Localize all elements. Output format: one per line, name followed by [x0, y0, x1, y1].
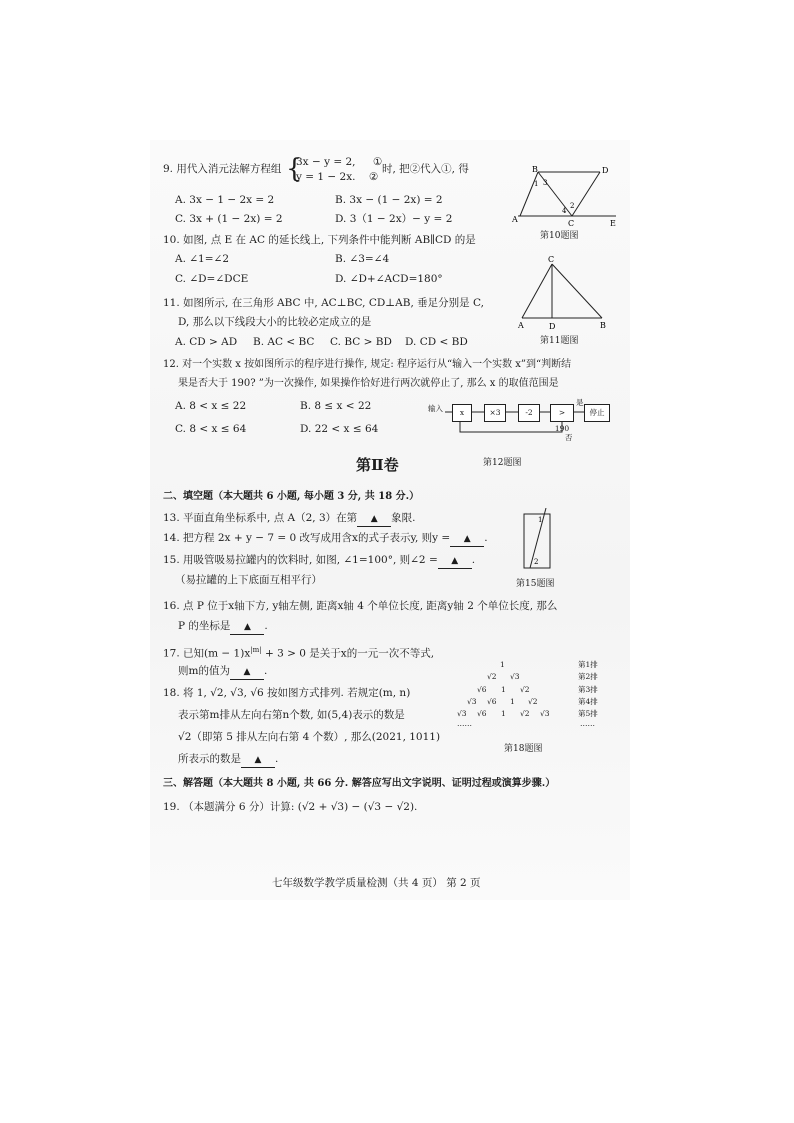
q18-r4-v3: 1	[510, 697, 515, 706]
q19-stem: 19. （本题满分 6 分）计算: (√2 + √3) − (√3 − √2).	[163, 801, 418, 813]
q16-answer-line	[178, 619, 268, 635]
q9-eq2-mark: ②	[368, 171, 379, 183]
q17-stem-b: + 3 > 0 是关于x的一元一次不等式,	[261, 647, 435, 660]
q9-option-c[interactable]: C. 3x + (1 − 2x) = 2	[175, 213, 283, 225]
q10-line-dc	[572, 172, 600, 216]
q11-option-d[interactable]: D. CD < BD	[405, 336, 468, 348]
q18-caption: 第18题图	[504, 744, 543, 754]
q11-stem-line1: 11. 如图所示, 在三角形 ABC 中, AC⊥BC, CD⊥AB, 垂足分别是 C,	[163, 297, 484, 309]
q18-r5-v2: √6	[477, 709, 487, 718]
q10-angle-4: 4	[562, 207, 567, 215]
q12-flow-box-stop: 停止	[584, 404, 610, 422]
q9-brace: {	[286, 154, 303, 184]
q11-option-b[interactable]: B. AC < BC	[253, 336, 315, 348]
q18-r3-v1: √6	[477, 685, 487, 694]
q10-caption: 第10题图	[540, 231, 579, 241]
q12-flow-yes: 是	[576, 398, 584, 407]
q10-figure	[510, 160, 620, 228]
q9-stem	[163, 162, 281, 176]
q15-post: .	[471, 554, 476, 566]
q14-stem: 14. 把方程 2x + y − 7 = 0 改写成用含x的式子表示y, 则y =	[163, 532, 451, 544]
q11-label-d: D	[549, 322, 556, 331]
q13	[163, 511, 416, 527]
q18-stem-line2: 表示第m排从左向右第n个数, 如(5,4)表示的数是	[178, 709, 405, 721]
q10-label-a: A	[512, 215, 518, 224]
q17-stem-a: 17. 已知(m − 1)x	[163, 647, 251, 660]
q16-post: .	[264, 620, 268, 632]
q10-option-b[interactable]: B. ∠3=∠4	[335, 253, 390, 265]
q12-option-d[interactable]: D. 22 < x ≤ 64	[300, 423, 379, 435]
q12-stem-line1: 12. 对一个实数 x 按如图所示的程序进行操作, 规定: 程序运行从“输入一个实数 x”到“判断结	[163, 359, 572, 370]
q18-stem-line3: √2（即第 5 排从左向右第 4 个数）, 那么(2021, 1011)	[178, 731, 441, 743]
q10-line-ab	[520, 172, 538, 216]
q18-pre: 所表示的数是	[178, 753, 241, 765]
q10-angle-3: 3	[543, 179, 548, 187]
q15-note: （易拉罐的上下底面互相平行）	[175, 574, 322, 586]
q9-eq2	[296, 170, 378, 184]
q18-r4-v1: √3	[467, 697, 477, 706]
q15-angle-1: 1	[538, 516, 543, 524]
q11-line-ac	[522, 264, 552, 318]
q13-answer-blank[interactable]: ▲	[357, 512, 391, 527]
q15-answer-blank[interactable]: ▲	[438, 554, 472, 569]
q17-answer-blank[interactable]: ▲	[230, 665, 264, 680]
q12-stem-line2: 果是否大于 190? ”为一次操作, 如果操作恰好进行两次就停止了, 那么 x 的取值范围是	[178, 378, 559, 389]
q12-flow-no: 否	[565, 433, 573, 442]
q18-r1-v1: 1	[500, 660, 505, 669]
q17-pre: 则m的值为	[178, 665, 230, 677]
q15	[163, 553, 475, 569]
q12-flow-box-x: x	[452, 404, 472, 422]
q12-flow-box-times3: ×3	[484, 404, 506, 422]
q9-suffix: 时, 把②代入①, 得	[382, 163, 469, 175]
q18-dots: ……	[457, 719, 472, 728]
q18-r3-v3: √2	[520, 685, 530, 694]
q14	[163, 531, 488, 547]
q9-eq1-mark: ①	[372, 156, 383, 168]
q18-r5-v1: √3	[457, 709, 467, 718]
q18-row-label-1: 第1排	[578, 660, 598, 669]
q16-answer-blank[interactable]: ▲	[230, 620, 264, 635]
q9-eq2-text: y = 1 − 2x.	[296, 171, 356, 183]
q11-line-bc	[552, 264, 602, 318]
q11-option-a[interactable]: A. CD > AD	[175, 336, 238, 348]
q18-answer-blank[interactable]: ▲	[241, 753, 275, 768]
q11-option-c[interactable]: C. BC > BD	[330, 336, 392, 348]
q12-flow-loop	[460, 420, 562, 432]
q18-r2-v2: √3	[510, 672, 520, 681]
q11-stem-line2: D, 那么以下线段大小的比较必定成立的是	[178, 316, 372, 328]
q18-r5-v3: 1	[501, 709, 506, 718]
q18-r5-v4: √2	[520, 709, 530, 718]
q9-option-b[interactable]: B. 3x − (1 − 2x) = 2	[335, 194, 443, 206]
q18-r4-v4: √2	[528, 697, 538, 706]
q11-label-a: A	[518, 321, 524, 330]
q17-post: .	[263, 665, 268, 677]
q18-r5-v5: √3	[540, 709, 550, 718]
q15-caption: 第15题图	[516, 579, 555, 589]
q10-option-a[interactable]: A. ∠1=∠2	[175, 253, 230, 265]
q10-angle-2: 2	[570, 202, 575, 210]
q11-label-b: B	[600, 321, 606, 330]
q9-option-d[interactable]: D. 3（1 − 2x）− y = 2	[335, 213, 453, 225]
section-2-title: 第Ⅱ卷	[356, 456, 399, 474]
q10-label-e: E	[610, 219, 616, 228]
q9-eq1-text: 3x − y = 2,	[296, 156, 356, 168]
q18-row-label-3: 第3排	[578, 685, 598, 694]
q18-answer-line	[178, 752, 278, 768]
q13-post: 象限.	[391, 512, 416, 524]
part3-heading: 三、解答题（本大题共 8 小题, 共 66 分. 解答应写出文字说明、证明过程或演算步骤.）	[163, 778, 556, 789]
q18-post: .	[275, 753, 279, 765]
q11-caption: 第11题图	[540, 336, 579, 346]
q10-stem: 10. 如图, 点 E 在 AC 的延长线上, 下列条件中能判断 AB∥CD 的是	[163, 234, 476, 246]
q9-prefix: 9. 用代入消元法解方程组	[163, 163, 282, 175]
q18-stem-line1: 18. 将 1, √2, √3, √6 按如图方式排列. 若规定(m, n)	[163, 687, 411, 699]
q12-option-a[interactable]: A. 8 < x ≤ 22	[175, 400, 247, 412]
q18-r2-v1: √2	[487, 672, 497, 681]
q18-row-label-5: 第5排	[578, 709, 598, 718]
q9-eq1	[296, 155, 382, 169]
q15-stem: 15. 用吸管吸易拉罐内的饮料时, 如图, ∠1=100°, 则∠2 =	[163, 554, 438, 566]
q13-stem: 13. 平面直角坐标系中, 点 A（2, 3）在第	[163, 512, 358, 524]
q10-label-d: D	[602, 166, 609, 175]
q10-option-c[interactable]: C. ∠D=∠DCE	[175, 273, 249, 285]
q14-post: .	[484, 532, 488, 544]
q10-option-d[interactable]: D. ∠D+∠ACD=180°	[335, 273, 443, 285]
q16-pre: P 的坐标是	[178, 620, 231, 632]
q15-angle-2: 2	[534, 558, 539, 566]
q12-flow-box-minus2: -2	[518, 404, 540, 422]
q18-r4-v2: √6	[487, 697, 497, 706]
q18-r3-v2: 1	[501, 685, 506, 694]
q11-label-c: C	[548, 255, 555, 264]
q17-exponent: |m|	[250, 646, 262, 654]
part2-heading: 二、填空题（本大题共 6 小题, 每小题 3 分, 共 18 分.）	[163, 491, 420, 502]
q17-stem	[163, 643, 434, 661]
q12-option-c[interactable]: C. 8 < x ≤ 64	[175, 423, 247, 435]
q12-caption: 第12题图	[483, 458, 522, 468]
q18-row-label-2: 第2排	[578, 672, 598, 681]
q14-answer-blank[interactable]: ▲	[450, 532, 484, 547]
q16-stem: 16. 点 P 位于x轴下方, y轴左侧, 距离x轴 4 个单位长度, 距离y轴 2 个单位长度, 那么	[163, 600, 558, 612]
q9-option-a[interactable]: A. 3x − 1 − 2x = 2	[175, 194, 275, 206]
q18-row-label-4: 第4排	[578, 697, 598, 706]
q12-flow-input: 输入	[428, 404, 443, 413]
q10-label-b: B	[532, 165, 538, 174]
q11-figure	[512, 252, 612, 332]
page-footer: 七年级数学教学质量检测（共 4 页） 第 2 页	[272, 877, 481, 889]
q18-row-dots: ……	[580, 719, 595, 728]
q17-answer-line	[178, 664, 267, 680]
q12-option-b[interactable]: B. 8 ≤ x < 22	[300, 400, 372, 412]
q15-figure	[520, 508, 560, 570]
q10-label-c: C	[568, 219, 575, 228]
q10-angle-1: 1	[534, 180, 539, 188]
q12-flow-box-compare: > 190	[550, 404, 574, 422]
